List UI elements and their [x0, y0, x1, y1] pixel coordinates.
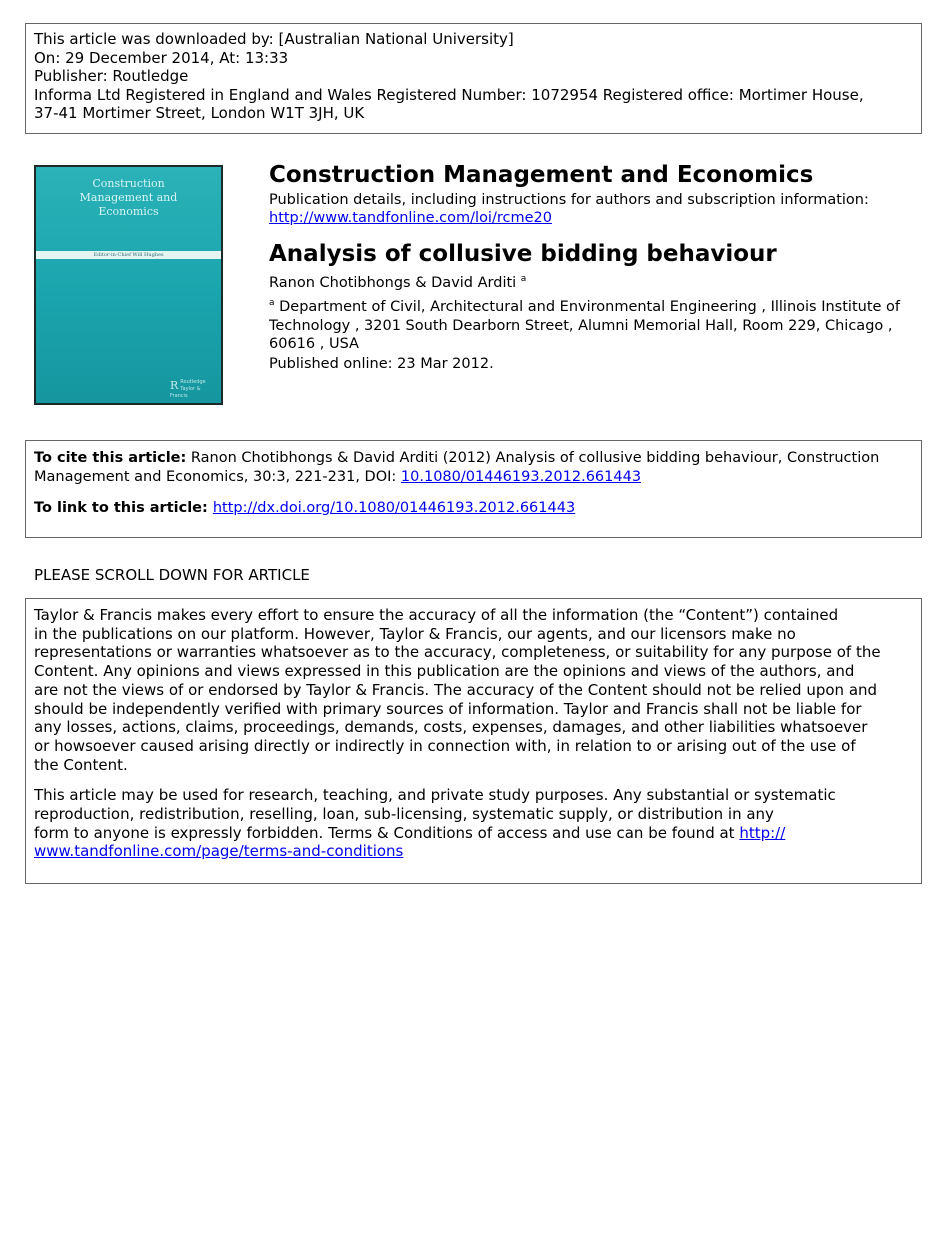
author-affiliation-marker: a [520, 274, 527, 284]
download-line: On: 29 December 2014, At: 13:33 [34, 48, 289, 67]
cite-text: Ranon Chotibhongs & David Arditi (2012) Analysis of collusive bidding behaviour, Construction [186, 450, 880, 466]
journal-header [269, 160, 929, 227]
download-line: This article was downloaded by: [Australian National University] [34, 30, 514, 48]
link-label: To link to this article: [34, 500, 213, 516]
download-line: Publisher: Routledge [34, 67, 189, 86]
download-info-box [25, 23, 922, 134]
doi-link[interactable]: 10.1080/01446193.2012.661443 [400, 469, 642, 485]
article-authors: Ranon Chotibhongs & David Arditi $^a$ [269, 274, 527, 291]
journal-cover-image [34, 165, 223, 405]
terms-link-continued[interactable]: www.tandfonline.com/page/terms-and-conditions [34, 842, 404, 861]
disclaimer-box [25, 598, 922, 884]
publication-details: Publication details, including instructions for authors and subscription information: [269, 192, 869, 208]
disclaimer-paragraph-2: This article may be used for research, teaching, and private study purposes. Any substantial or systematic reproduction, redistribution, reselling, loan, sub-licensing, systematic supply, or distribution in any form to anyone is expressly forbidden. Terms & Conditions of access and use can be found at http:// www.tandfonline.com/page/terms-and-conditions [34, 786, 836, 861]
citation-box: To cite this article: Ranon Chotibhongs & David Arditi (2012) Analysis of collusive bidding behaviour, Construction Management and Economics, 30:3, 221-231, DOI: 10.1080/01446193.2012.661443 To link to this article: http://dx.doi.org/10.1080/01446193.2012.661443 [25, 440, 922, 538]
article-title: Analysis of collusive bidding behaviour [269, 241, 777, 267]
download-line: 37-41 Mortimer Street, London W1T 3JH, UK [34, 104, 365, 123]
published-date: Published online: 23 Mar 2012. [269, 356, 494, 372]
cover-editor: Editor-in-Chief Will Hughes [93, 252, 164, 258]
terms-link[interactable]: http:// [739, 823, 786, 842]
cover-title: Construction Management and Economics [79, 177, 178, 218]
journal-link[interactable]: http://www.tandfonline.com/loi/rcme20 [269, 210, 552, 226]
disclaimer-paragraph-1: Taylor & Francis makes every effort to ensure the accuracy of all the information (the “Content”) contained in the publications on our platform. However, Taylor & Francis, our agents, and our licensors make no representations or warranties whatsoever as to the accuracy, completeness, or suitability for any purpose of the Content. Any opinions and views expressed in this publication are the opinions and views of the authors, and are not the views of or endorsed by Taylor & Francis. The accuracy of the Content should not be relied upon and should be independently verified with primary sources of information. Taylor and Francis shall not be liable for any losses, actions, claims, proceedings, demands, costs, expenses, damages, and other liabilities whatsoever or howsoever caused arising directly or indirectly in connection with, in relation to or arising out of the use of the Content. [34, 606, 881, 774]
cite-label: To cite this article: [34, 450, 187, 466]
routledge-logo: R Routledge Taylor & Francis [170, 379, 206, 399]
scroll-notice: PLEASE SCROLL DOWN FOR ARTICLE [34, 566, 310, 584]
author-affiliation: $^a$ Department of Civil, Architectural and Environmental Engineering , Illinois Institute of Technology , 3201 South Dearborn Street, Alumni Memorial Hall, Room 229, Chicago , 60616 , USA [269, 298, 901, 353]
journal-title: Construction Management and Economics [269, 162, 814, 188]
article-link[interactable]: http://dx.doi.org/10.1080/01446193.2012.661443 [212, 500, 576, 516]
download-line: Informa Ltd Registered in England and Wales Registered Number: 1072954 Registered office: Mortimer House, [34, 85, 864, 104]
